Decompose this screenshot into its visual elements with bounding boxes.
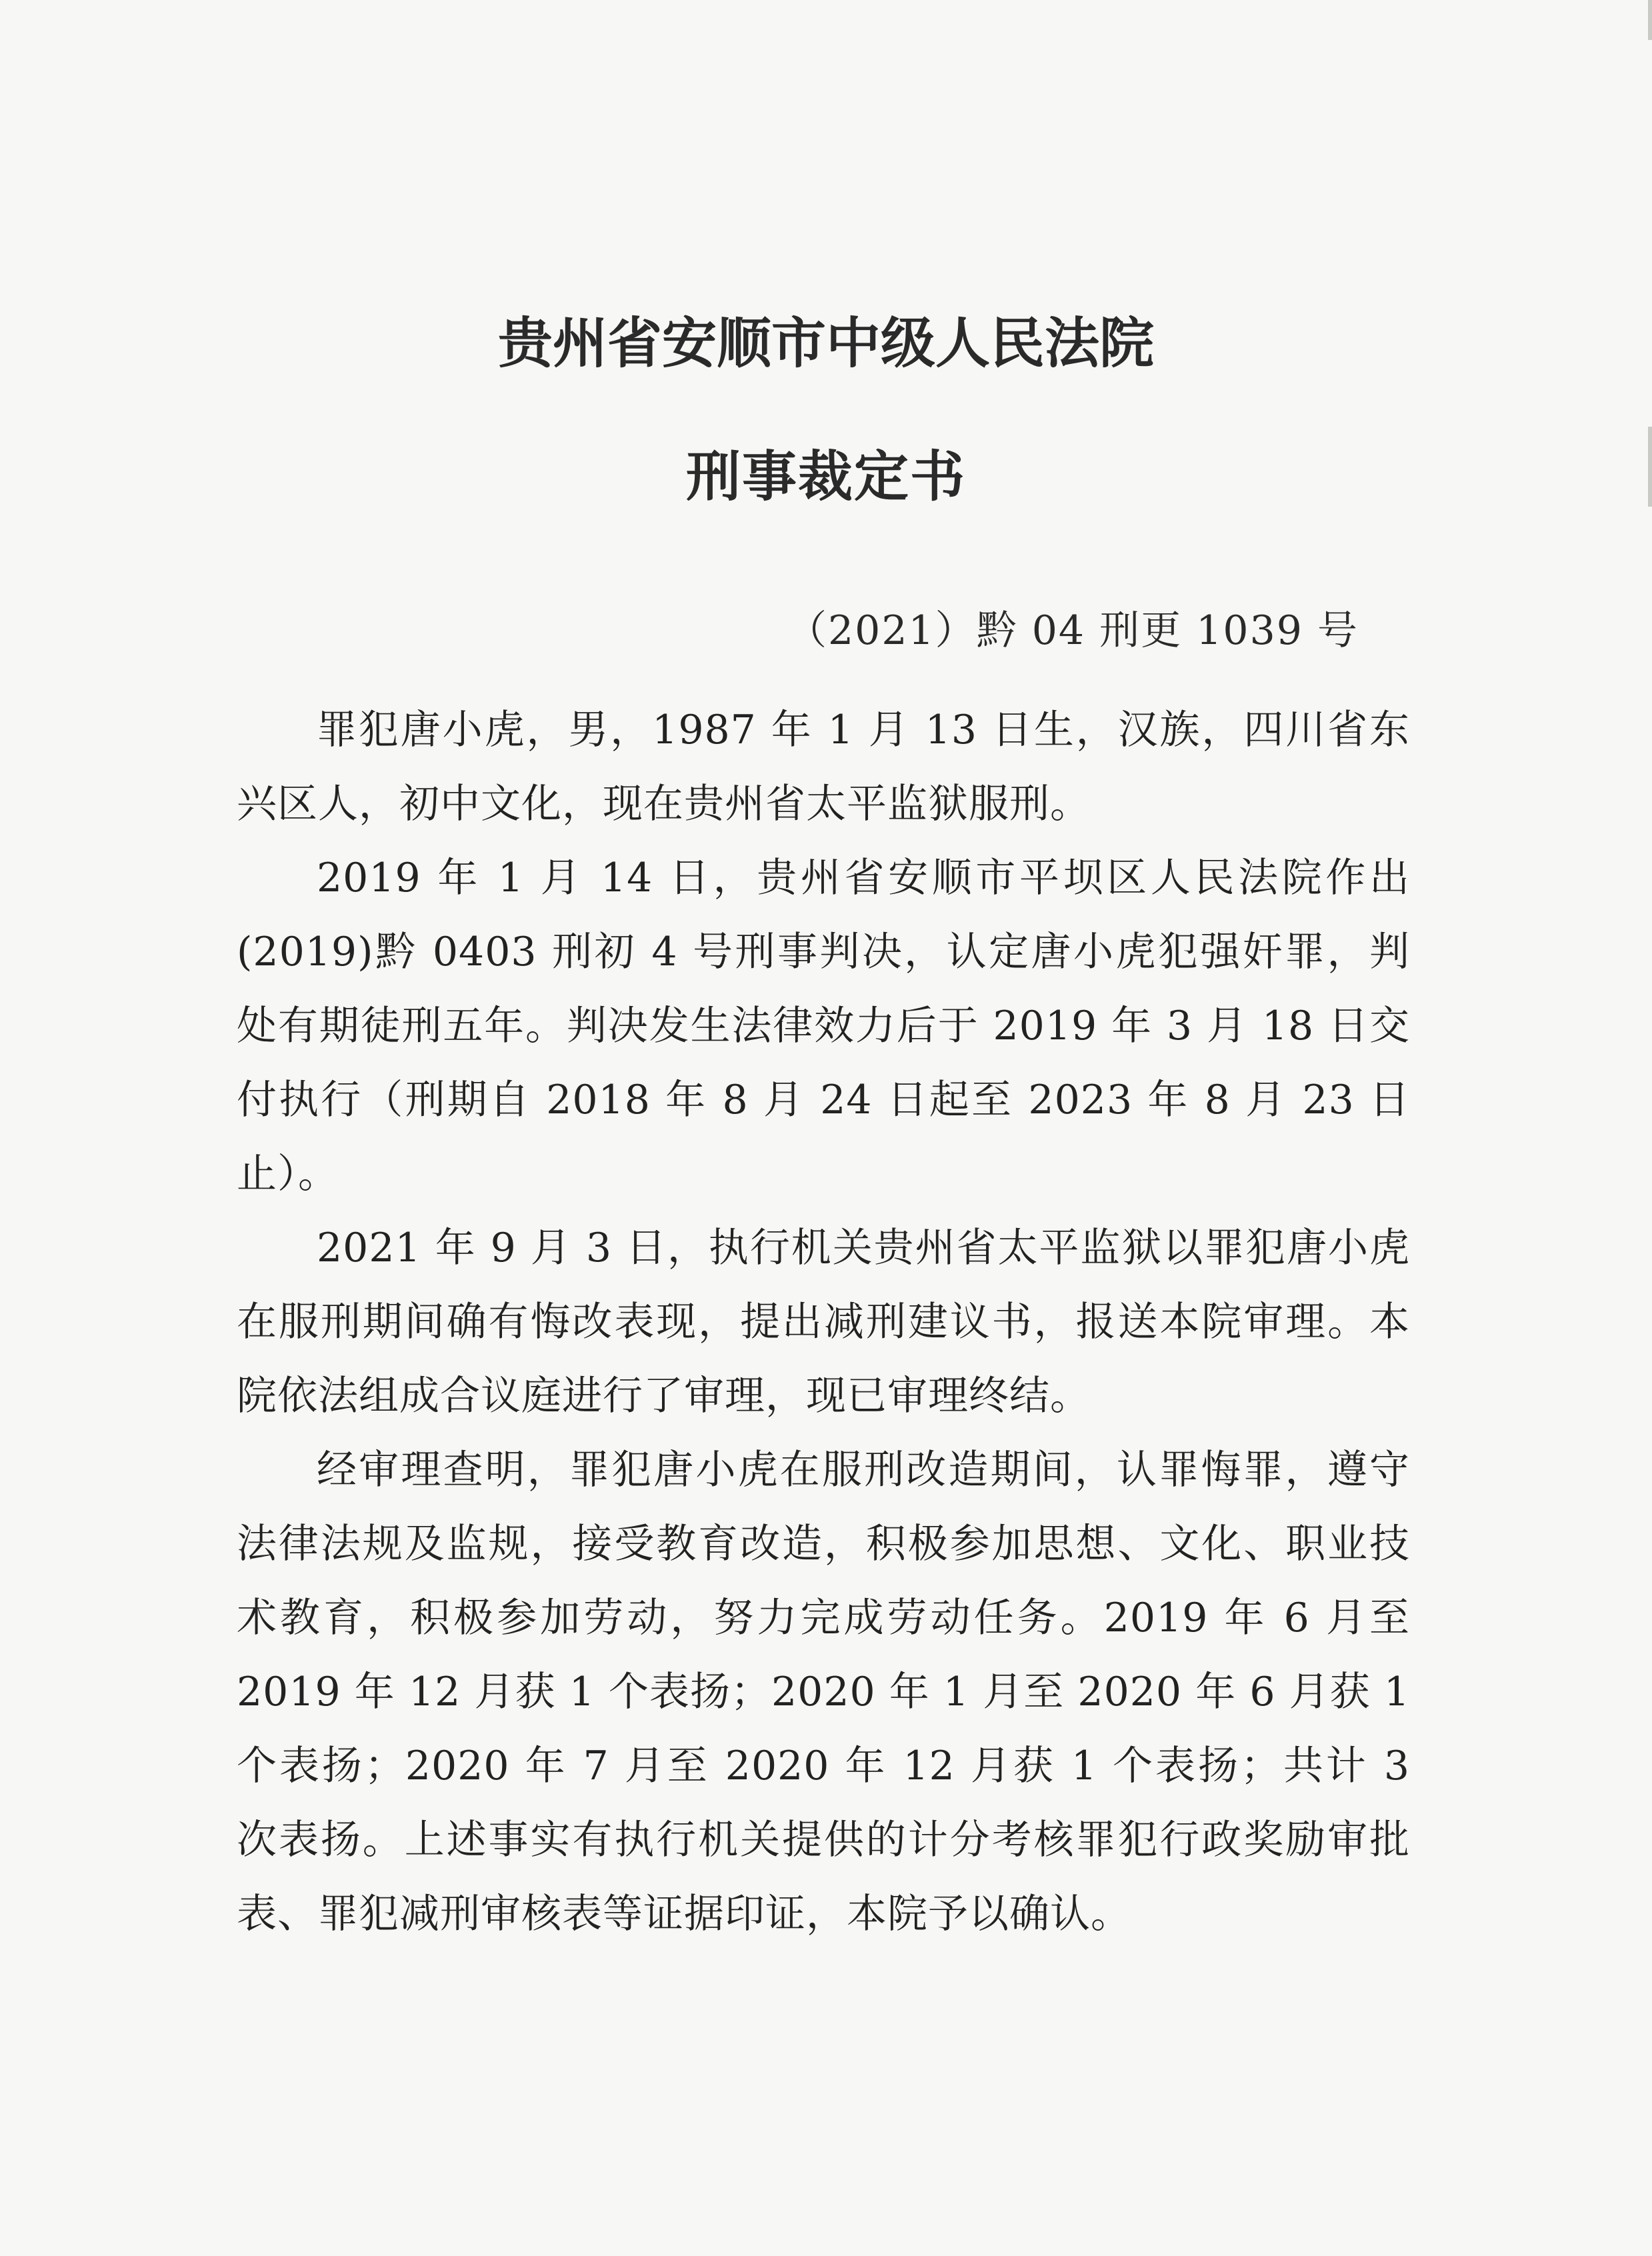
- document-title: 刑事裁定书: [685, 445, 966, 509]
- court-name: 贵州省安顺市中级人民法院: [497, 311, 1154, 375]
- paragraph-commutation-proposal: 2021 年 9 月 3 日，执行机关贵州省太平监狱以罪犯唐小虎在服刑期间确有悔改表现，提出减刑建议书，报送本院审理。本院依法组成合议庭进行了审理，现已审理终结。: [237, 1225, 1410, 1419]
- paragraph-findings: 经审理查明，罪犯唐小虎在服刑改造期间，认罪悔罪，遵守法律法规及监规，接受教育改造，积极参加思想、文化、职业技术教育，积极参加劳动，努力完成劳动任务。2019 年 6 月至 2019 年 12 月获 1 个表扬；2020 年 1 月至 2020 年 6 月获 1 个表扬；2020 年 7 月至 2020 年 12 月获 1 个表扬；共计 3 次表扬。上述事实有执行机关提供的计分考核罪犯行政奖励审批表、罪犯减刑审核表等证据印证，本院予以确认。: [237, 1447, 1410, 1937]
- paragraph-defendant-info: 罪犯唐小虎，男，1987 年 1 月 13 日生，汉族，四川省东兴区人，初中文化，现在贵州省太平监狱服刑。: [237, 707, 1410, 827]
- case-number: （2021）黔 04 刑更 1039 号: [786, 607, 1359, 654]
- paragraph-original-judgment: 2019 年 1 月 14 日，贵州省安顺市平坝区人民法院作出(2019)黔 0403 刑初 4 号刑事判决，认定唐小虎犯强奸罪，判处有期徒刑五年。判决发生法律效力后于 2019 年 3 月 18 日交付执行（刑期自 2018 年 8 月 24 日起至 2023 年 8 月 23 日止）。: [237, 855, 1410, 1197]
- scan-edge-mark: [1648, 0, 1652, 40]
- document-body: [237, 693, 1410, 1951]
